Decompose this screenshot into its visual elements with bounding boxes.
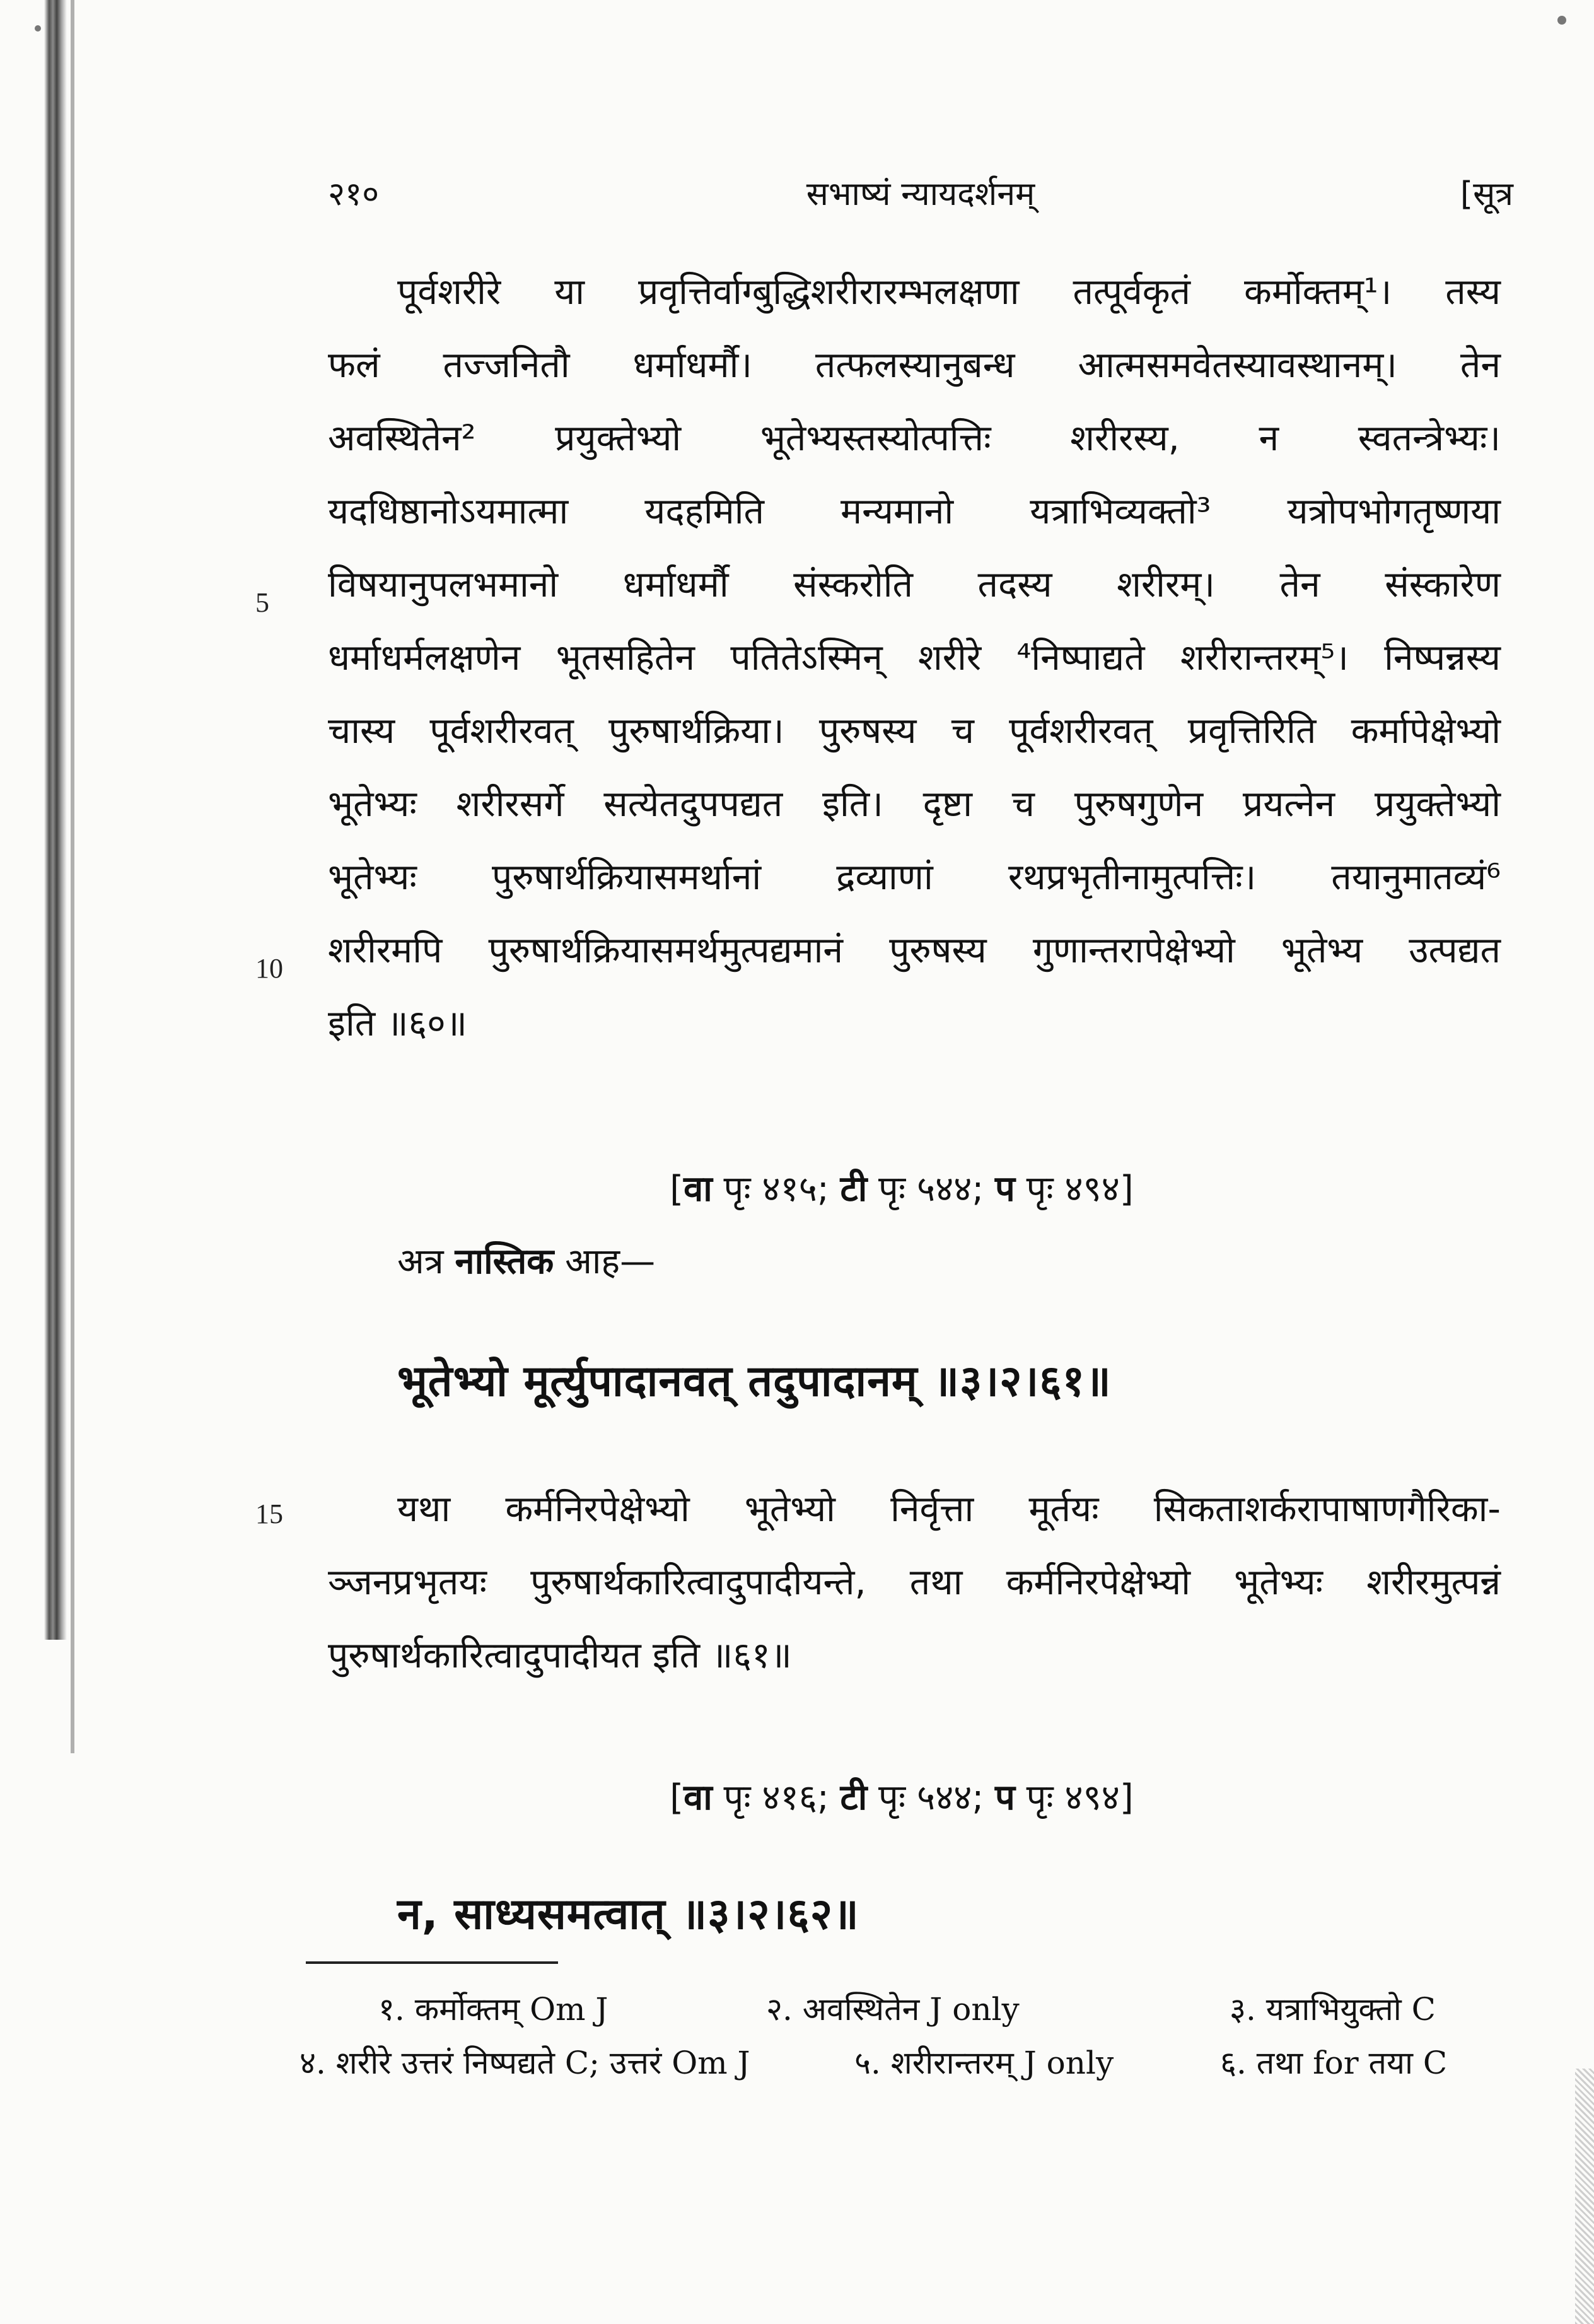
- page-number: २१०: [328, 175, 380, 213]
- ref-bracket: [: [670, 1777, 684, 1818]
- ref-pa: प: [994, 1777, 1015, 1818]
- footnote-6: ६. तथा for तया C: [1220, 2045, 1448, 2081]
- sutra-3-2-62: न, साध्यसमत्वात् ॥३।२।६२॥: [397, 1889, 859, 1939]
- text-line: भूतेभ्यः पुरुषार्थक्रियासमर्थानां द्रव्याणां रथप्रभृतीनामुत्पत्तिः। तयानुमातव्यं⁶: [328, 856, 1501, 898]
- scan-binding-edge: [44, 0, 67, 1640]
- scan-binding-edge-line: [71, 0, 74, 1753]
- ref-va: वा: [684, 1777, 713, 1818]
- commentary-paragraph-61: [328, 1473, 1501, 1692]
- text-line: यथा कर्मनिरपेक्षेभ्यो भूतेभ्यो निर्वृत्ता मूर्तयः सिकताशर्करापाषाणगैरिका-: [397, 1488, 1501, 1530]
- scan-speck: [1557, 16, 1566, 25]
- cross-reference-2: [555, 1772, 1248, 1820]
- text-line: ञ्जनप्रभृतयः पुरुषार्थकारित्वादुपादीयन्ते, तथा कर्मनिरपेक्षेभ्यो भूतेभ्यः शरीरमुत्पन्नं: [328, 1562, 1501, 1603]
- intro-nastika: नास्तिक: [455, 1241, 554, 1282]
- text-line: विषयानुपलभमानो धर्माधर्मौ संस्करोति तदस्य शरीरम्। तेन संस्कारेण: [328, 564, 1501, 605]
- sutra-3-2-61: भूतेभ्यो मूर्त्युपादानवत् तदुपादानम् ॥३।२।६१॥: [397, 1357, 1112, 1406]
- text-line: इति ॥६०॥: [328, 1003, 467, 1044]
- intro-text: आह—: [554, 1241, 656, 1282]
- footnote-2: २. अवस्थितेन J only: [766, 1991, 1020, 2028]
- ref-ti-page: पृः ५४४;: [867, 1169, 995, 1210]
- intro-text: अत्र: [397, 1241, 455, 1282]
- commentary-paragraph-60: [328, 255, 1501, 1060]
- running-title: सभाष्यं न्यायदर्शनम्: [806, 175, 1035, 213]
- scan-edge-noise: [1575, 2069, 1594, 2324]
- text-line: धर्माधर्मलक्षणेन भूतसहितेन पतितेऽस्मिन् शरीरे ⁴निष्पाद्यते शरीरान्तरम्⁵। निष्पन्नस्य: [328, 637, 1501, 679]
- scan-speck: [35, 25, 41, 32]
- line-number-15: 15: [255, 1498, 283, 1529]
- footnote-3: ३. यत्राभियुक्तो C: [1230, 1991, 1436, 2028]
- footnote-4: ४. शरीरे उत्तरं निष्पद्यते C; उत्तरं Om J: [300, 2045, 750, 2081]
- ref-va: वा: [684, 1169, 713, 1210]
- cross-reference-1: [555, 1164, 1248, 1212]
- footnote-1: १. कर्मोक्तम् Om J: [378, 1991, 608, 2028]
- ref-pa-page: पृः ४९४]: [1015, 1169, 1134, 1210]
- ref-ti-page: पृः ५४४;: [867, 1777, 995, 1818]
- ref-bracket: [: [670, 1169, 684, 1210]
- footnote-rule: [306, 1961, 558, 1964]
- text-line: पुरुषार्थकारित्वादुपादीयत इति ॥६१॥: [328, 1635, 792, 1676]
- running-section-label: [सूत्र: [1460, 175, 1513, 213]
- text-line: चास्य पूर्वशरीरवत् पुरुषार्थक्रिया। पुरुषस्य च पूर्वशरीरवत् प्रवृत्तिरिति कर्मापेक्षेभ्यो: [328, 710, 1501, 752]
- ref-pa: प: [994, 1169, 1015, 1210]
- text-line: यदधिष्ठानोऽयमात्मा यदहमिति मन्यमानो यत्राभिव्यक्तो³ यत्रोपभोगतृष्णया: [328, 491, 1501, 532]
- objector-intro: [397, 1236, 655, 1284]
- ref-ti: टी: [840, 1777, 868, 1818]
- text-line: अवस्थितेन² प्रयुक्तेभ्यो भूतेभ्यस्तस्योत्पत्तिः शरीरस्य, न स्वतन्त्रेभ्यः।: [328, 418, 1501, 459]
- line-number-5: 5: [255, 587, 269, 618]
- ref-va-page: पृः ४१६;: [712, 1777, 841, 1818]
- text-line: भूतेभ्यः शरीरसर्गे सत्येतदुपपद्यत इति। दृष्टा च पुरुषगुणेन प्रयत्नेन प्रयुक्तेभ्यो: [328, 783, 1501, 825]
- ref-va-page: पृः ४१५;: [712, 1169, 841, 1210]
- text-line: शरीरमपि पुरुषार्थक्रियासमर्थमुत्पद्यमानं पुरुषस्य गुणान्तरापेक्षेभ्यो भूतेभ्य उत्पद्यत: [328, 930, 1501, 971]
- ref-ti: टी: [840, 1169, 868, 1210]
- footnote-5: ५. शरीरान्तरम् J only: [854, 2045, 1114, 2081]
- line-number-10: 10: [255, 953, 283, 984]
- text-line: पूर्वशरीरे या प्रवृत्तिर्वाग्बुद्धिशरीरारम्भलक्षणा तत्पूर्वकृतं कर्मोक्तम्¹। तस्य: [397, 271, 1501, 313]
- ref-pa-page: पृः ४९४]: [1015, 1777, 1134, 1818]
- text-line: फलं तज्जनितौ धर्माधर्मौ। तत्फलस्यानुबन्ध आत्मसमवेतस्यावस्थानम्। तेन: [328, 344, 1501, 386]
- page-header: [328, 170, 1513, 227]
